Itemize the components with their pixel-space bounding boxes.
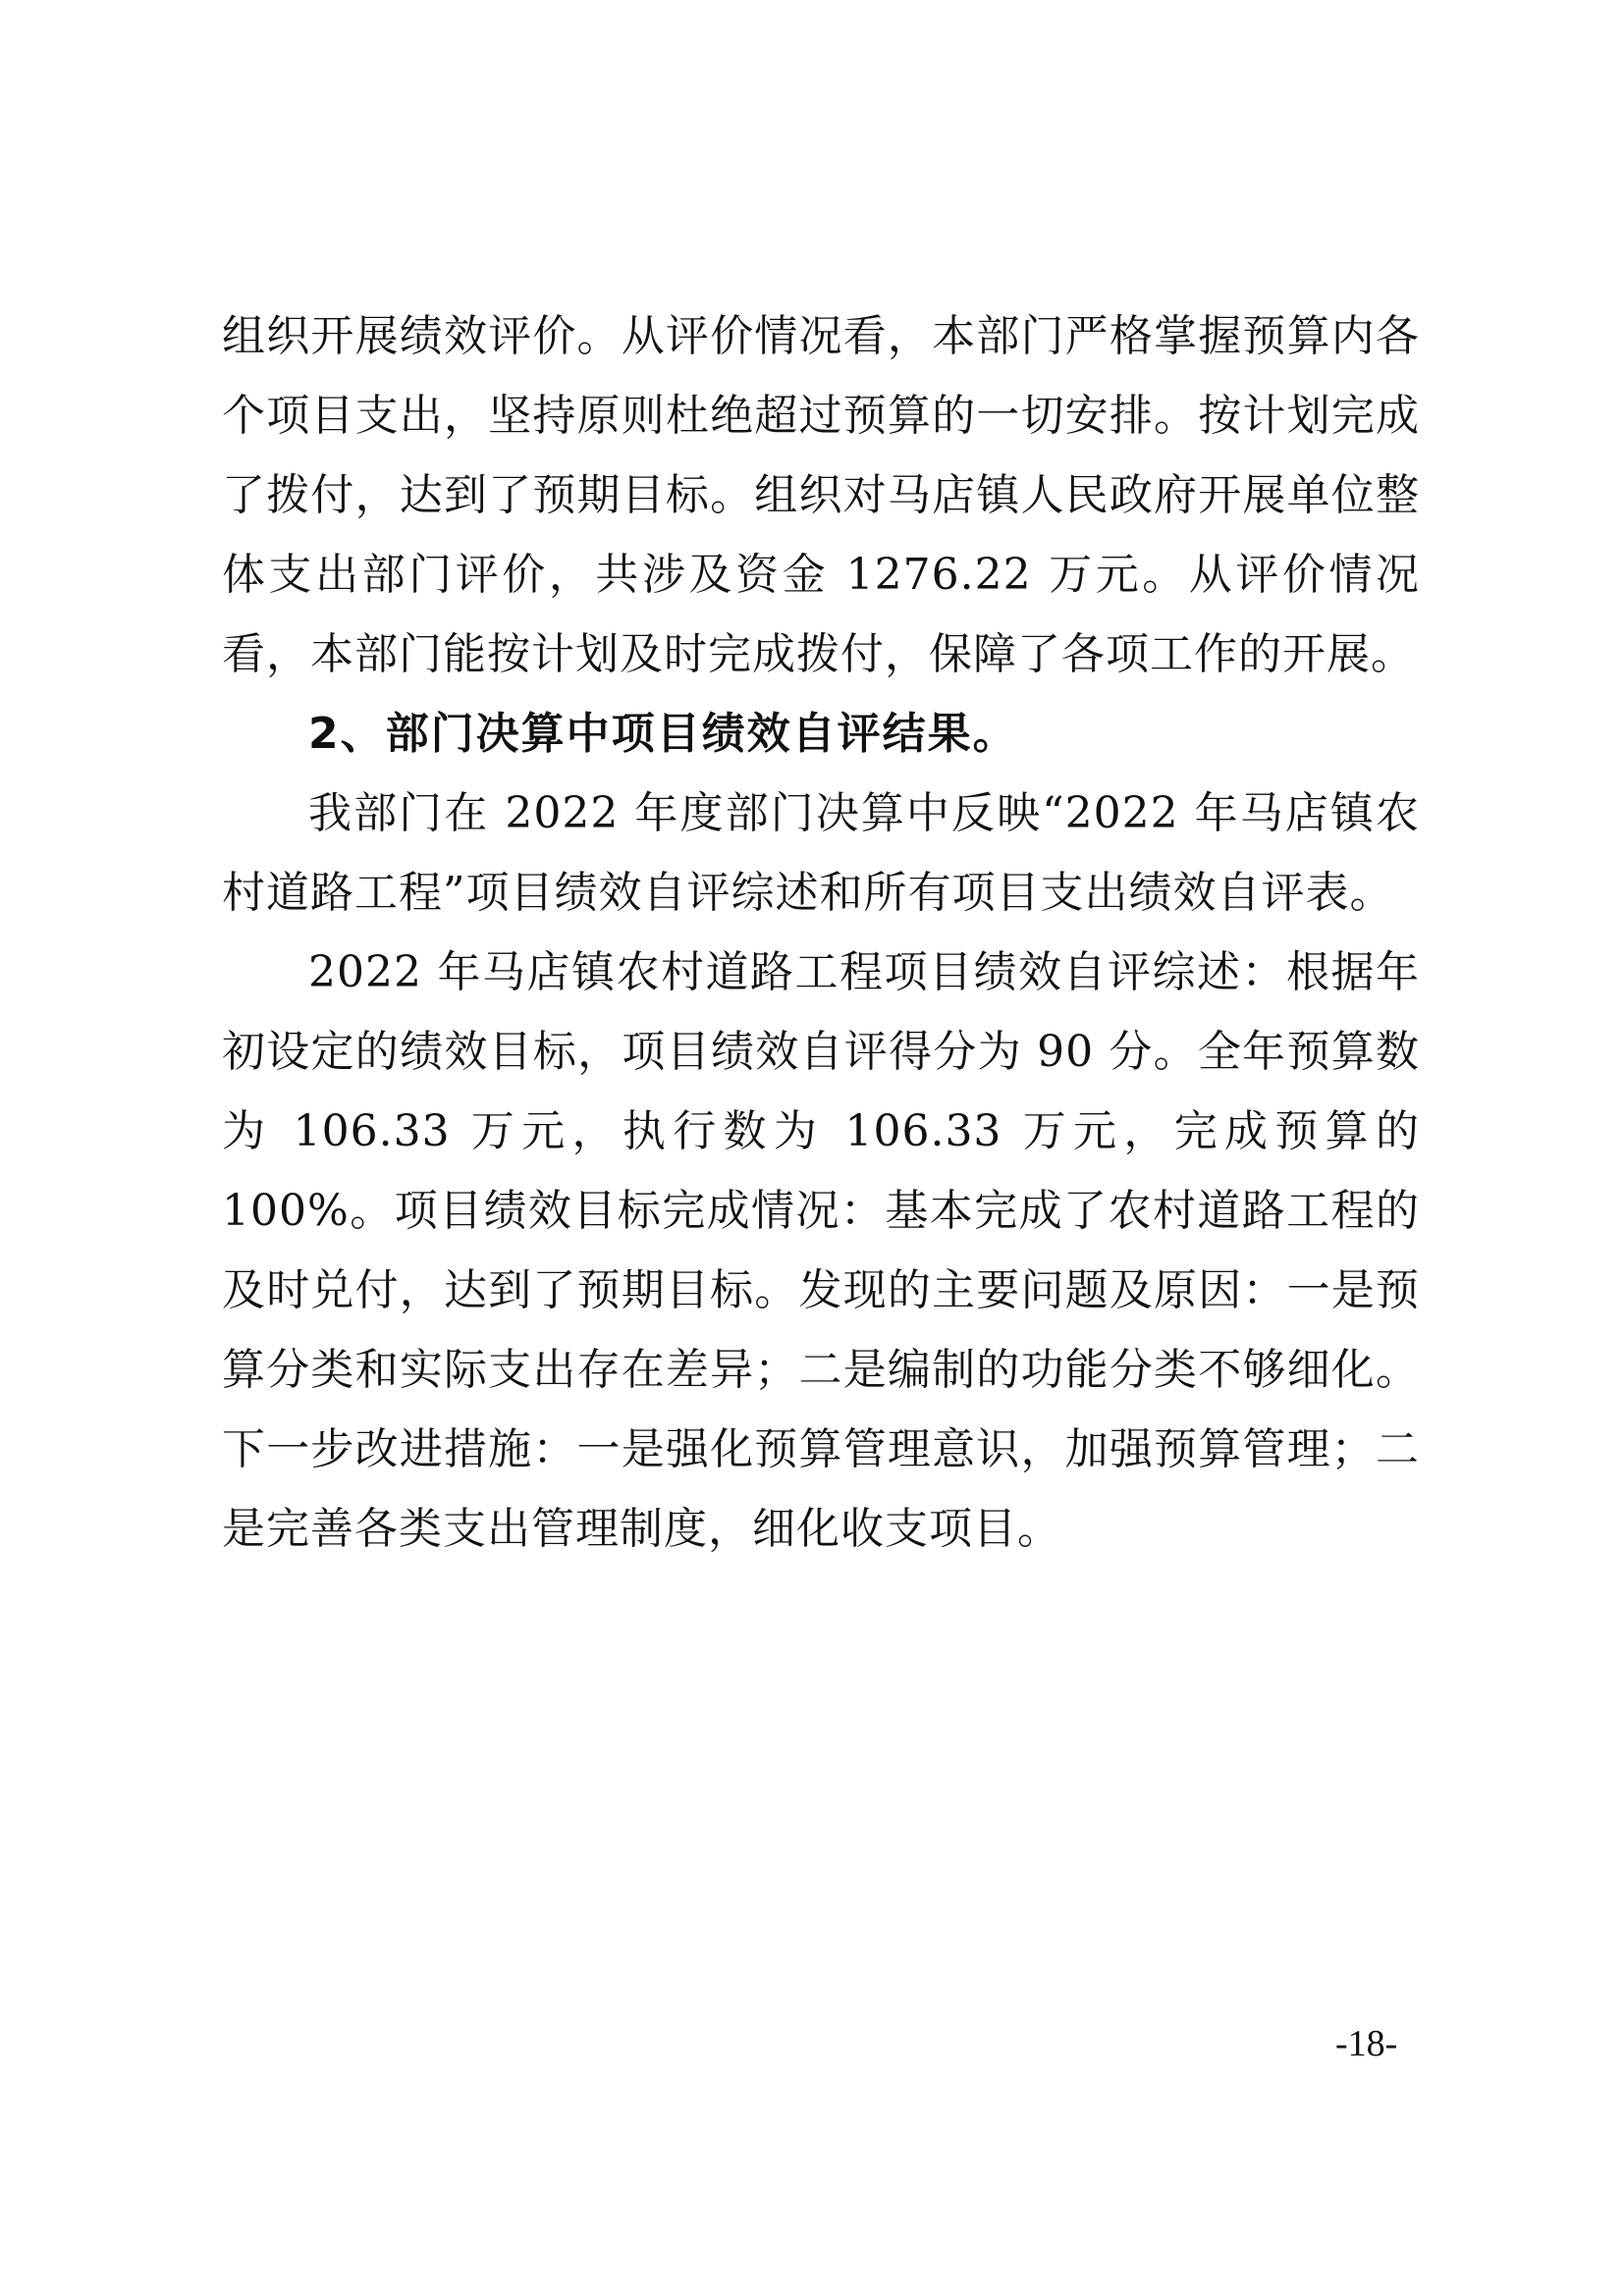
section-heading: 2、部门决算中项目绩效自评结果。 [308, 709, 1018, 759]
paragraph-continuation: 组织开展绩效评价。从评价情况看，本部门严格掌握预算内各个项目支出，坚持原则杜绝超过预算的一切安排。按计划完成了拨付，达到了预期目标。组织对马店镇人民政府开展单位整体支出部门评价，共涉及资金 1276.22 万元。从评价情况看，本部门能按计划及时完成拨付，保障了各项工作的开展。 [222, 311, 1420, 679]
paragraph-report-summary: 我部门在 2022 年度部门决算中反映“2022 年马店镇农村道路工程”项目绩效自评综述和所有项目支出绩效自评表。 [222, 788, 1420, 918]
page-number: -18- [1335, 2023, 1398, 2064]
document-body [222, 296, 1420, 1569]
paragraph-project-review: 2022 年马店镇农村道路工程项目绩效自评综述：根据年初设定的绩效目标，项目绩效自评得分为 90 分。全年预算数为 106.33 万元，执行数为 106.33 万元，完成预算的 100%。项目绩效目标完成情况：基本完成了农村道路工程的及时兑付，达到了预期目标。发现的主要问题及原因：一是预算分类和实际支出存在差异；二是编制的功能分类不够细化。下一步改进措施：一是强化预算管理意识，加强预算管理；二是完善各类支出管理制度，细化收支项目。 [222, 947, 1420, 1554]
